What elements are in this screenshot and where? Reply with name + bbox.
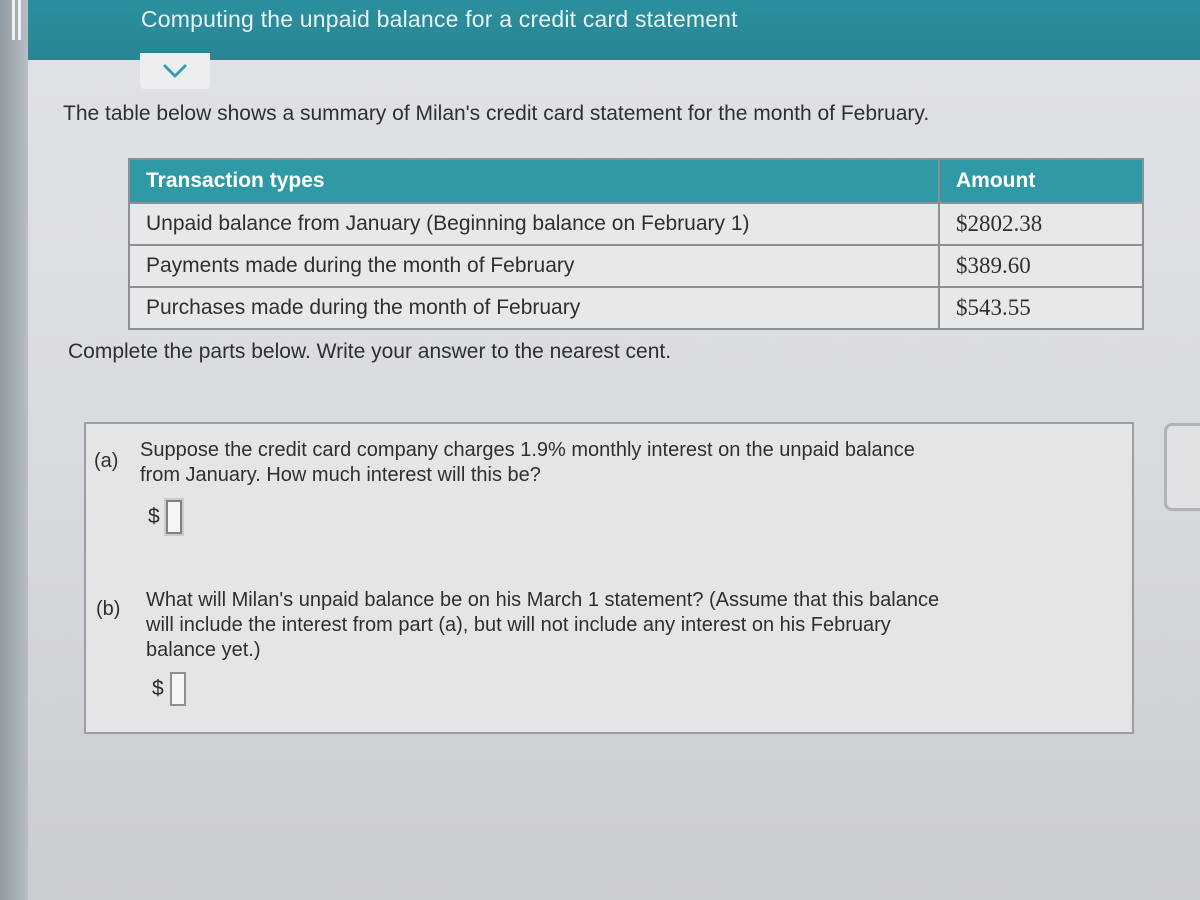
table-row <box>129 287 1143 329</box>
answer-parts-panel <box>84 422 1134 734</box>
intro-sentence: The table below shows a summary of Milan's credit card statement for the month of February. <box>63 102 930 125</box>
amount-cell: $2802.38 <box>939 203 1143 245</box>
part-b-answer-row <box>152 672 186 706</box>
currency-symbol: $ <box>148 505 160 528</box>
statement-table <box>128 158 1144 330</box>
instructions-text: Complete the parts below. Write your answer to the nearest cent. <box>68 340 672 363</box>
transaction-type-cell: Unpaid balance from January (Beginning balance on February 1) <box>129 203 939 245</box>
part-a-question <box>140 438 915 488</box>
currency-symbol: $ <box>152 677 164 700</box>
part-b-question-line: will include the interest from part (a), but will not include any interest on his February <box>146 614 891 636</box>
part-b-answer-input[interactable] <box>170 672 186 706</box>
side-tools-tab[interactable] <box>1164 423 1200 511</box>
table-row <box>129 203 1143 245</box>
part-b-question-line: What will Milan's unpaid balance be on his March 1 statement? (Assume that this balance <box>146 589 940 611</box>
part-a-label: (a) <box>94 450 119 472</box>
page-title: Computing the unpaid balance for a credit card statement <box>141 6 738 32</box>
part-b-label: (b) <box>96 598 121 620</box>
part-a-question-line: from January. How much interest will this be? <box>140 464 541 486</box>
amount-cell: $543.55 <box>939 287 1143 329</box>
part-a-answer-row <box>148 500 182 534</box>
transaction-type-cell: Purchases made during the month of February <box>129 287 939 329</box>
part-a-question-line: Suppose the credit card company charges 1.9% monthly interest on the unpaid balance <box>140 439 915 461</box>
part-a-answer-input[interactable] <box>166 500 182 534</box>
transaction-type-cell: Payments made during the month of February <box>129 245 939 287</box>
part-b-question-line: balance yet.) <box>146 639 261 661</box>
column-header-amount: Amount <box>939 159 1143 203</box>
problem-content <box>28 60 1200 900</box>
column-header-transaction-types: Transaction types <box>129 159 939 203</box>
part-b-question <box>146 588 939 663</box>
edge-grip-line <box>12 0 15 40</box>
edge-grip-line <box>18 0 21 40</box>
amount-cell: $389.60 <box>939 245 1143 287</box>
intro-text <box>63 102 929 126</box>
table-row <box>129 245 1143 287</box>
table-header-row <box>129 159 1143 203</box>
window-edge <box>0 0 28 900</box>
